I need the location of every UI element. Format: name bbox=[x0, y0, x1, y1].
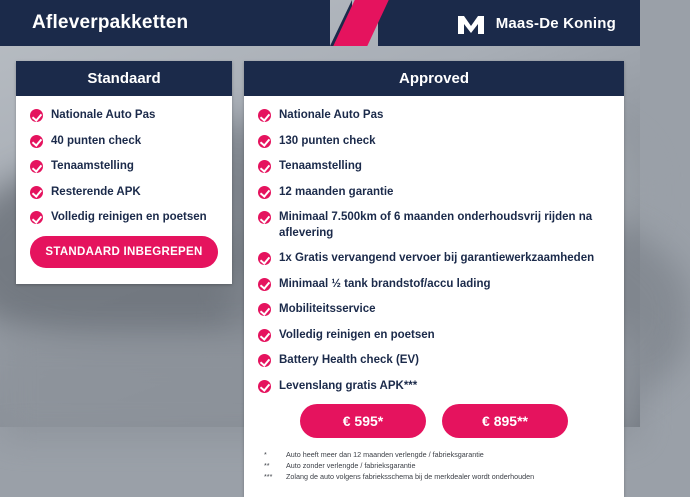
list-item bbox=[258, 379, 610, 395]
price-buttons bbox=[258, 404, 610, 438]
feature-label: Volledig reinigen en poetsen bbox=[279, 328, 435, 341]
standard-feature-list bbox=[30, 108, 218, 226]
check-circle-icon bbox=[30, 160, 43, 173]
price-button-595[interactable]: € 595* bbox=[300, 404, 426, 438]
footnote-row bbox=[264, 450, 610, 461]
list-item bbox=[258, 108, 610, 124]
footnote-marker: ** bbox=[264, 460, 270, 470]
feature-label: Mobiliteitsservice bbox=[279, 303, 376, 316]
list-item bbox=[30, 159, 218, 175]
footnotes bbox=[258, 450, 610, 482]
approved-card-heading: Approved bbox=[244, 61, 624, 96]
feature-label: 12 maanden garantie bbox=[279, 185, 394, 198]
list-item bbox=[30, 134, 218, 150]
standard-card-body bbox=[16, 96, 232, 284]
list-item bbox=[30, 108, 218, 124]
feature-label: Nationale Auto Pas bbox=[279, 109, 384, 121]
check-circle-icon bbox=[258, 380, 271, 393]
list-item bbox=[258, 134, 610, 150]
list-item bbox=[258, 251, 610, 267]
list-item bbox=[258, 185, 610, 201]
list-item bbox=[258, 210, 610, 241]
footnote-row bbox=[264, 472, 610, 483]
approved-card-body bbox=[244, 96, 624, 497]
check-circle-icon bbox=[258, 303, 271, 316]
check-circle-icon bbox=[258, 186, 271, 199]
feature-label: Resterende APK bbox=[51, 185, 141, 198]
list-item bbox=[258, 328, 610, 344]
header-title-block bbox=[0, 0, 330, 46]
check-circle-icon bbox=[258, 278, 271, 291]
check-circle-icon bbox=[258, 160, 271, 173]
feature-label: Nationale Auto Pas bbox=[51, 109, 156, 121]
feature-label: Minimaal ½ tank brandstof/accu lading bbox=[279, 277, 491, 290]
packages-area bbox=[0, 46, 640, 481]
standard-package-card bbox=[16, 61, 232, 284]
check-circle-icon bbox=[258, 252, 271, 265]
header-brand-block bbox=[378, 0, 640, 46]
standard-included-button[interactable]: STANDAARD INBEGREPEN bbox=[30, 236, 218, 268]
footnote-marker: *** bbox=[264, 471, 273, 481]
footnote-marker: * bbox=[264, 450, 267, 460]
check-circle-icon bbox=[30, 109, 43, 122]
check-circle-icon bbox=[30, 186, 43, 199]
check-circle-icon bbox=[258, 109, 271, 122]
feature-label: 40 punten check bbox=[51, 134, 142, 147]
brand-name: Maas-De Koning bbox=[495, 14, 616, 32]
header-bar bbox=[0, 0, 640, 46]
feature-label: Tenaamstelling bbox=[279, 160, 362, 173]
feature-label: Levenslang gratis APK*** bbox=[279, 379, 418, 392]
feature-label: Volledig reinigen en poetsen bbox=[51, 211, 207, 224]
check-circle-icon bbox=[30, 211, 43, 224]
list-item bbox=[258, 159, 610, 175]
approved-feature-list bbox=[258, 108, 610, 394]
list-item bbox=[258, 277, 610, 293]
check-circle-icon bbox=[258, 354, 271, 367]
list-item bbox=[258, 302, 610, 318]
standard-card-heading: Standaard bbox=[16, 61, 232, 96]
check-circle-icon bbox=[258, 135, 271, 148]
footnote-text: Auto heeft meer dan 12 maanden verlengde / fabrieksgarantie bbox=[286, 450, 484, 460]
list-item bbox=[30, 185, 218, 201]
check-circle-icon bbox=[30, 135, 43, 148]
feature-label: Tenaamstelling bbox=[51, 160, 134, 173]
mdk-monogram-logo-icon bbox=[456, 10, 486, 36]
page-title: Afleverpakketten bbox=[32, 12, 189, 33]
feature-label: Minimaal 7.500km of 6 maanden onderhoudsvrij rijden na aflevering bbox=[279, 211, 593, 239]
check-circle-icon bbox=[258, 329, 271, 342]
list-item bbox=[258, 353, 610, 369]
feature-label: Battery Health check (EV) bbox=[279, 354, 419, 367]
list-item bbox=[30, 210, 218, 226]
footnote-text: Zolang de auto volgens fabrieksschema bij de merkdealer wordt onderhouden bbox=[286, 471, 535, 481]
approved-package-card bbox=[244, 61, 624, 497]
feature-label: 1x Gratis vervangend vervoer bij garantiewerkzaamheden bbox=[279, 252, 595, 265]
check-circle-icon bbox=[258, 211, 271, 224]
feature-label: 130 punten check bbox=[279, 134, 376, 147]
footnote-row bbox=[264, 461, 610, 472]
price-button-895[interactable]: € 895** bbox=[442, 404, 568, 438]
footnote-text: Auto zonder verlengde / fabrieksgarantie bbox=[286, 460, 416, 470]
